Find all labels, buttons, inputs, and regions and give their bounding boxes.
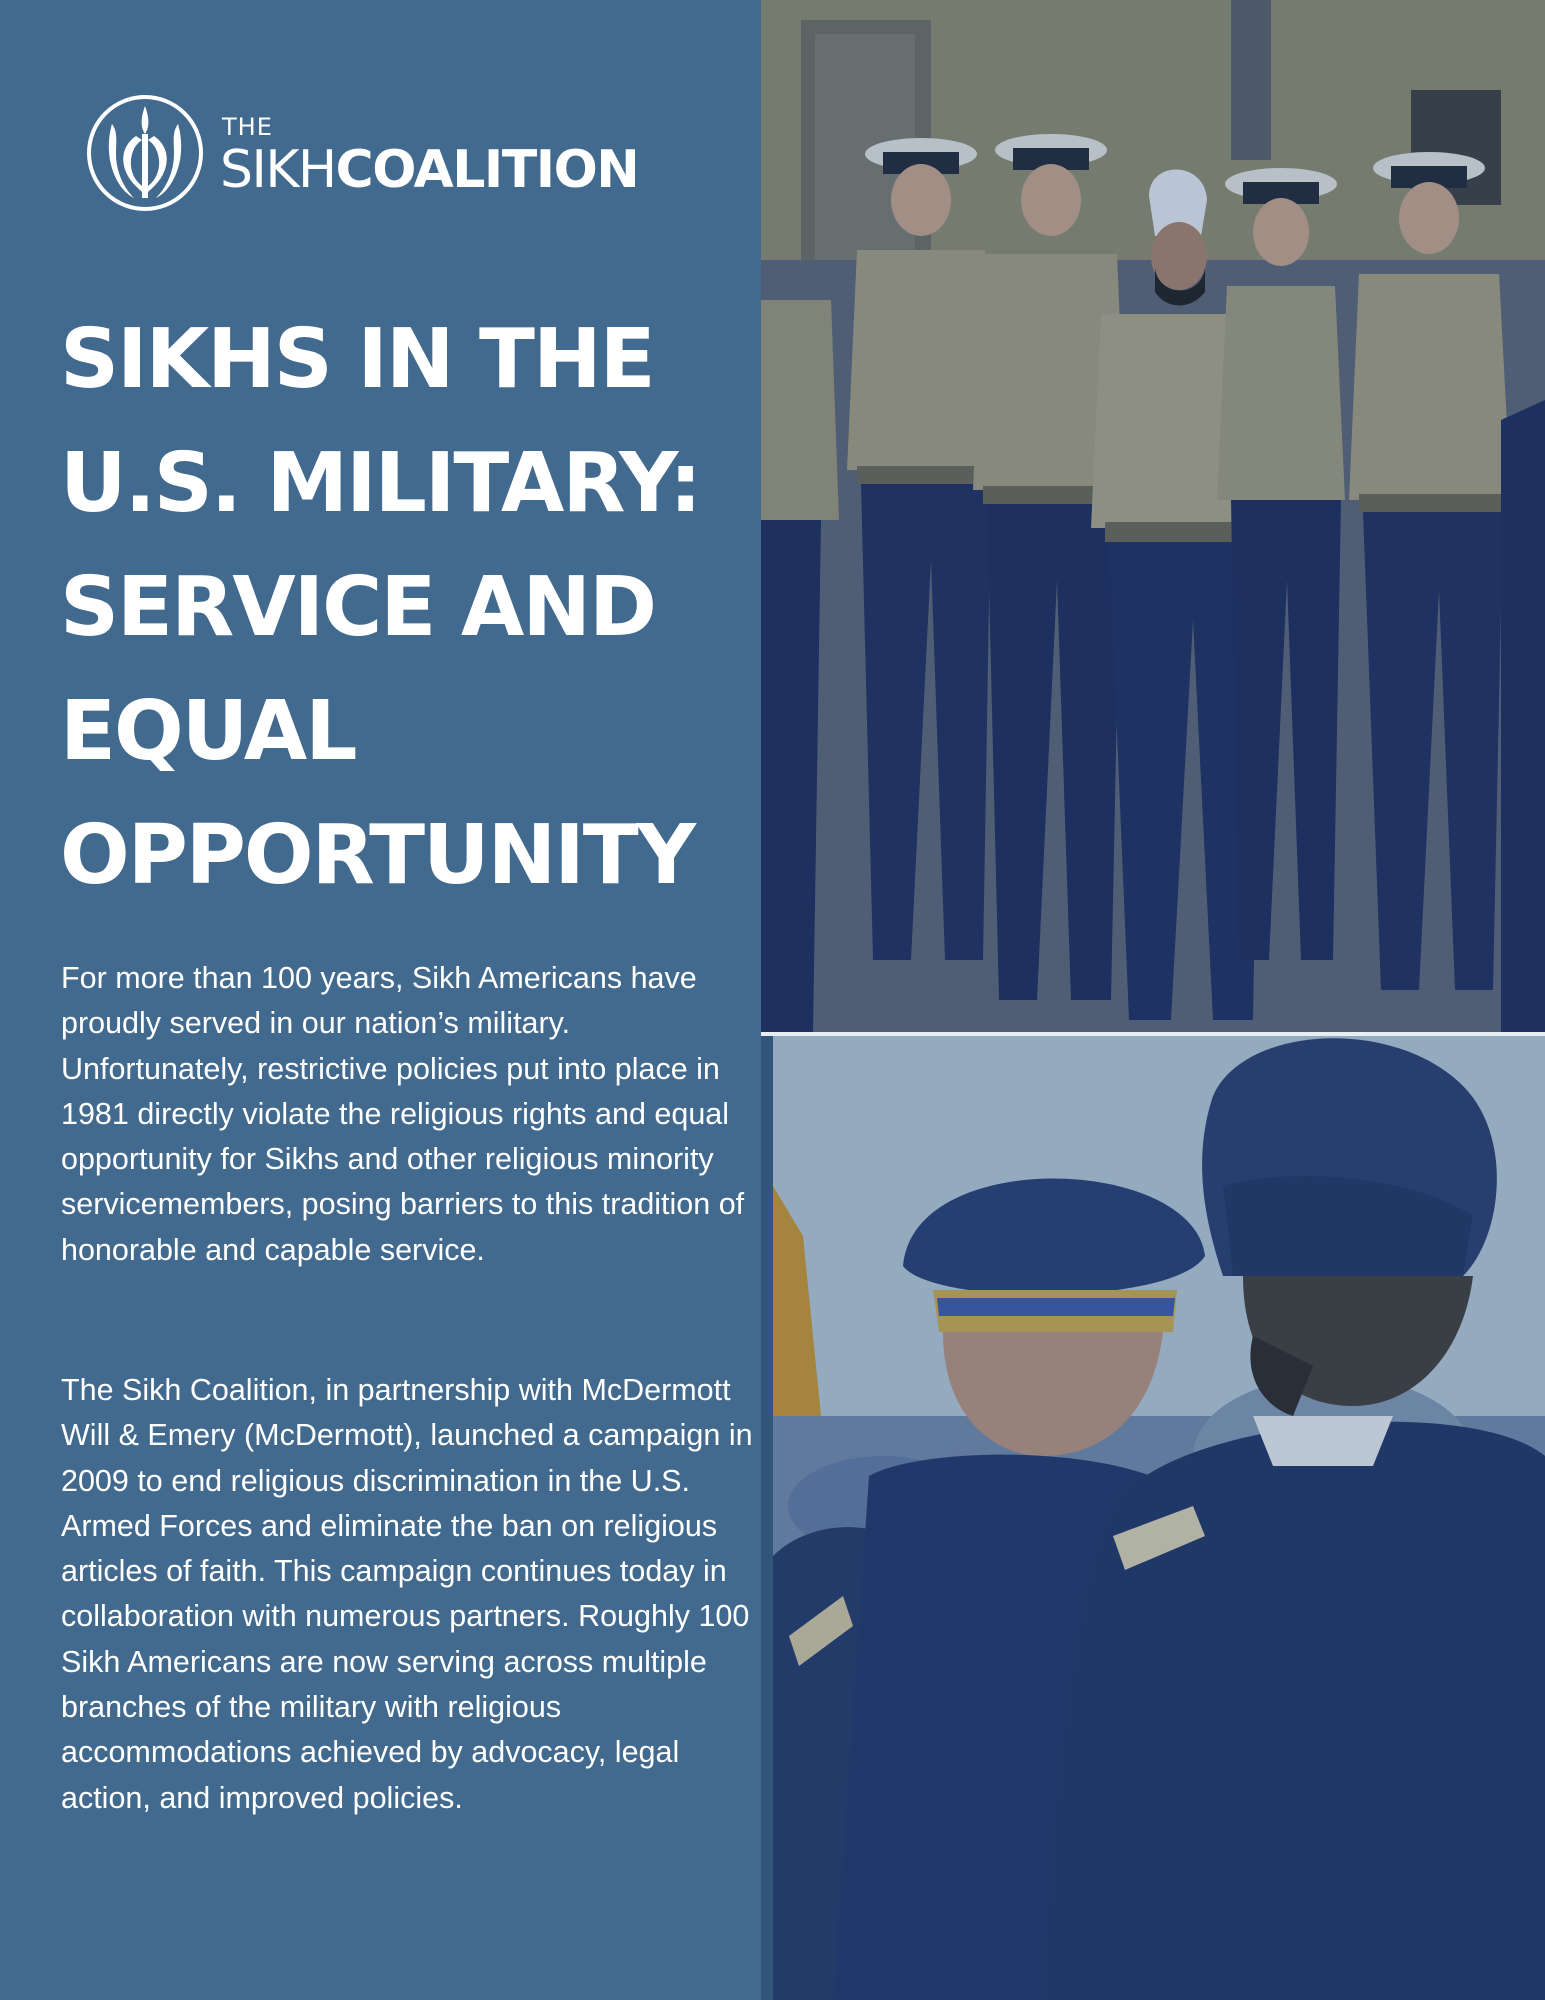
khanda-emblem-icon [86, 94, 204, 212]
image-gutter [761, 1036, 773, 2000]
officers-with-turban-photo [773, 1036, 1545, 2000]
soldiers-in-formation-photo [761, 0, 1545, 1032]
page-title [60, 298, 760, 918]
title-line: SIKHS IN THE [60, 312, 654, 407]
officers-illustration [773, 1036, 1545, 2000]
intro-paragraph: For more than 100 years, Sikh Americans have proudly served in our nation’s military. Unfortunately, restrictive policies put into place in 1981 directly violate the religious rights and equal opportunity for Sikhs and other religious minority servicemembers, posing barriers to this tradition of honorable and capable service. [61, 961, 745, 1267]
title-line: EQUAL [60, 684, 356, 779]
logo-the-text: THE [222, 113, 273, 141]
sikh-coalition-logo[interactable] [86, 94, 646, 216]
soldiers-illustration [761, 0, 1545, 1032]
left-panel [0, 0, 772, 2000]
logo-wordmark-sikh: SIKH [220, 140, 336, 200]
campaign-paragraph: The Sikh Coalition, in partnership with McDermott Will & Emery (McDermott), launched a campaign in 2009 to end religious discrimination in the U.S. Armed Forces and eliminate the ban on religious articles of faith. This campaign continues today in collaboration with numerous partners. Roughly 100 Sikh Americans are now serving across multiple branches of the military with religious accommodations achieved by advocacy, legal action, and improved policies. [61, 1373, 753, 1815]
title-line: OPPORTUNITY [60, 808, 695, 903]
logo-wordmark-coalition: COALITION [335, 140, 639, 200]
title-line: U.S. MILITARY: [60, 436, 701, 531]
logo-wordmark [220, 140, 638, 200]
title-line: SERVICE AND [60, 560, 656, 655]
